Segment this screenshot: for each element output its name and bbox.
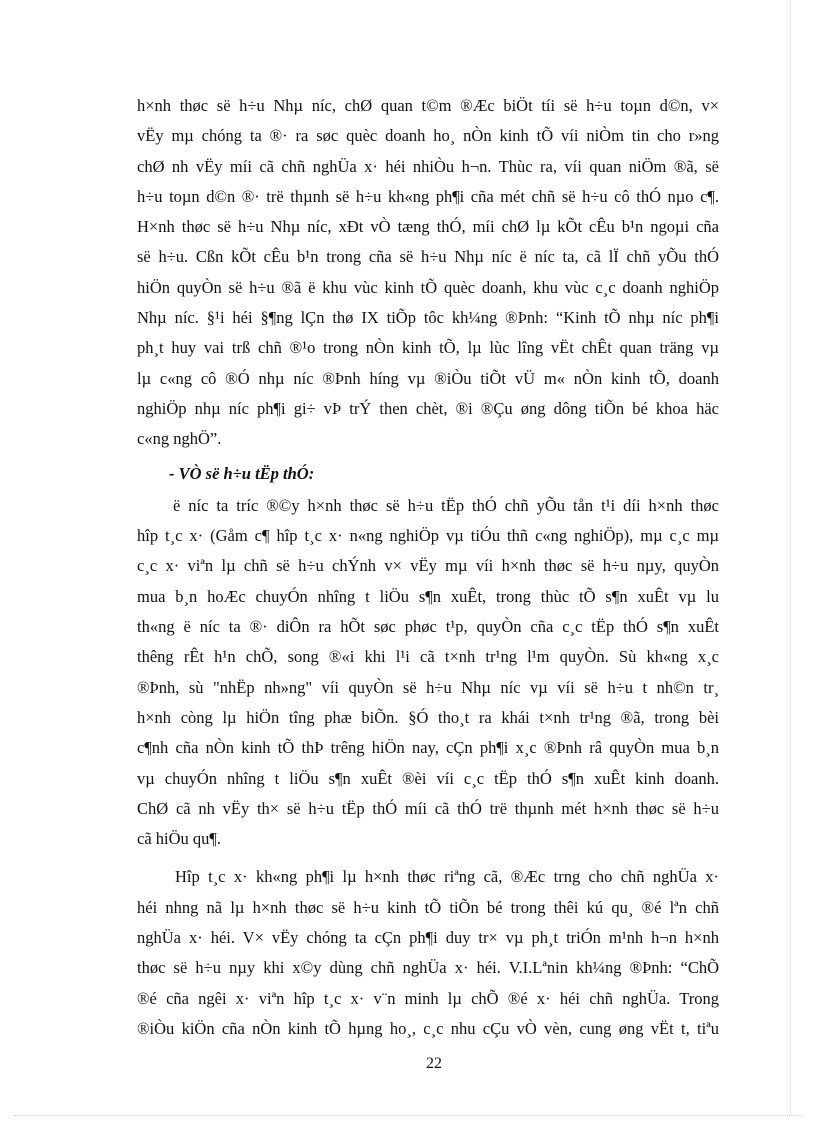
paragraph-collective-ownership: [137, 491, 719, 855]
text-line: h×nh còng lµ hiÖn tîng phæ biÕn. §Ó tho¸t ra khái t×nh tr¹ng ®ã, trong bèi: [137, 707, 719, 727]
text-line: chØ nh vËy míi cã chñ nghÜa x· héi nhiÒu h¬n. Thùc ra, víi quan niÖm ®ã, së: [137, 156, 719, 176]
text-line: së h÷u. Cßn kÕt cÊu b¹n trong cña së h÷u Nhµ níc ë níc ta, cã lÏ chñ yÕu thÓ: [137, 247, 719, 267]
text-line: Nhµ níc. §¹i héi §¶ng lÇn thø IX tiÕp tôc kh¼ng ®Þnh: “Kinh tÕ nhµ níc ph¶i: [137, 308, 719, 328]
page-bottom-rule: [14, 1115, 802, 1116]
text-line: c«ng nghÖ”.: [137, 429, 222, 449]
paragraph-cooperatives: [137, 862, 719, 1044]
page-number: 22: [426, 1055, 442, 1072]
text-line: ë níc ta tríc ®©y h×nh thøc së h÷u tËp thÓ chñ yÕu tån t¹i díi h×nh thøc: [173, 495, 719, 515]
text-line: vµ chuyÓn nhîng t liÖu s¶n xuÊt ®èi víi c¸c tËp thÓ s¶n xuÊt kinh doanh.: [137, 768, 719, 788]
text-line: h×nh thøc së h÷u Nhµ níc, chØ quan t©m ®Æc biÖt tíi së h÷u toµn d©n, v×: [137, 96, 719, 115]
text-line: ChØ cã nh vËy th× së h÷u tËp thÓ míi cã thÓ trë thµnh mét h×nh thøc së h÷u: [137, 798, 719, 818]
text-line: nghiÖp nhµ níc ph¶i gi÷ vÞ trÝ then chèt, ®i ®Çu øng dông tiÕn bé khoa häc: [137, 398, 719, 418]
body-text: [137, 91, 719, 1044]
text-line: ®é cña ngêi x· viªn hîp t¸c x· v¨n minh lµ chÕ ®é x· héi chñ nghÜa. Trong: [137, 988, 719, 1008]
text-line: h÷u toµn d©n ®· trë thµnh së h÷u kh«ng ph¶i cña mét chñ së h÷u cô thÓ nµo c¶.: [137, 186, 719, 206]
text-line: ph¸t huy vai trß chñ ®¹o trong nÒn kinh tÕ, lµ lùc lîng vËt chÊt quan träng vµ: [137, 338, 719, 358]
text-line: c¸c x· viªn lµ chñ së h÷u chÝnh v× vËy mµ víi h×nh thøc së h÷u nµy, quyÒn: [137, 556, 719, 576]
text-line: lµ c«ng cô ®Ó nhµ níc ®Þnh híng vµ ®iÒu tiÕt vÜ m« nÒn kinh tÕ, doanh: [137, 368, 719, 388]
text-line: thøc së h÷u nµy khi x©y dùng chñ nghÜa x· héi. V.I.Lªnin kh¼ng ®Þnh: “ChÕ: [137, 958, 719, 978]
section-heading: - VÒ së h÷u tËp thÓ:: [169, 463, 315, 483]
text-line: hîp t¸c x· (Gåm c¶ hîp t¸c x· n«ng nghiÖp vµ tiÓu thñ c«ng nghiÖp), mµ c¸c mµ: [137, 526, 719, 546]
text-line: héi nhng nã lµ h×nh thøc së h÷u kinh tÕ tiÕn bé trong thêi kú qu¸ ®é lªn chñ: [137, 897, 719, 917]
text-line: thêng rÊt h¹n chÕ, song ®«i khi l¹i cã t×nh tr¹ng l¹m quyÒn. Sù kh«ng x¸c: [137, 647, 719, 667]
text-line: cã hiÖu qu¶.: [137, 829, 221, 849]
text-line: ®Þnh, sù "nhËp nh»ng" víi quyÒn së h÷u Nhµ níc vµ víi së h÷u t nh©n tr¸: [137, 677, 719, 697]
paragraph-gap: [137, 854, 719, 862]
page-edge-rule: [790, 0, 791, 1115]
text-line: nghÜa x· héi. V× vËy chóng ta cÇn ph¶i duy tr× vµ ph¸t triÓn m¹nh h¬n h×nh: [137, 928, 719, 948]
text-line: hiÖn quyÒn së h÷u ®ã ë khu vùc kinh tÕ quèc doanh, khu vùc c¸c doanh nghiÖp: [137, 277, 719, 297]
paragraph-state-ownership: [137, 91, 719, 455]
text-line: vËy mµ chóng ta ®· ra søc quèc doanh ho¸ nÒn kinh tÕ víi niÒm tin cho r»ng: [137, 126, 719, 146]
text-line: th«ng ë níc ta ®· diÔn ra hÕt søc phøc t¹p, quyÒn cña c¸c tËp thÓ s¶n xuÊt: [137, 617, 719, 637]
text-line: Hîp t¸c x· kh«ng ph¶i lµ h×nh thøc riªng cã, ®Æc trng cho chñ nghÜa x·: [175, 867, 719, 887]
text-line: c¶nh cña nÒn kinh tÕ thÞ trêng hiÖn nay, cÇn ph¶i x¸c ®Þnh râ quyÒn mua b¸n: [137, 738, 719, 758]
text-line: mua b¸n hoÆc chuyÓn nhîng t liÖu s¶n xuÊt, trong thùc tÕ s¶n xuÊt vµ lu: [137, 586, 719, 606]
text-line: ®iÒu kiÖn cña nÒn kinh tÕ hµng ho¸, c¸c nhu cÇu vÒ vèn, cung øng vËt t, tiªu: [137, 1018, 719, 1038]
text-line: H×nh thøc së h÷u Nhµ níc, xÐt vÒ tæng thÓ, míi chØ lµ kÕt cÊu b¹n ngoµi cña: [137, 217, 719, 237]
